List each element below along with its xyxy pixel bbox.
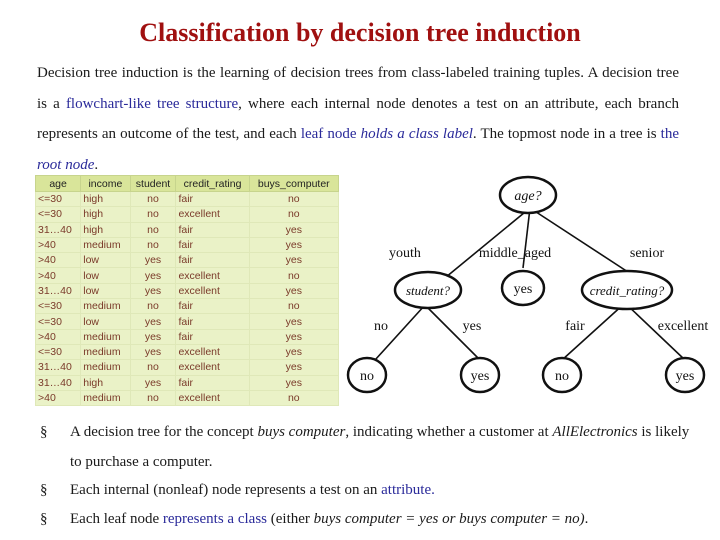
bullet-marker: § [40,482,48,498]
table-cell: low [81,253,130,268]
bullet-item-1 [70,417,700,477]
table-cell: fair [176,314,249,329]
table-row [36,390,339,405]
bullet-3-text-a: Each leaf node [70,511,163,527]
table-cell: yes [249,314,338,329]
table-cell: no [130,360,176,375]
table-cell: fair [176,222,249,237]
table-cell: no [249,299,338,314]
column-header: buys_computer [249,176,338,192]
table-cell: excellent [176,390,249,405]
column-header: student [130,176,176,192]
table-cell: yes [130,375,176,390]
leaf-label: no [360,369,374,384]
table-cell: no [249,192,338,207]
bullet-2-text: Each internal (nonleaf) node represents a test on an [70,482,382,498]
table-cell: 31…40 [36,222,81,237]
table-row [36,222,339,237]
table-cell: excellent [176,207,249,222]
table-row [36,237,339,252]
table-cell: yes [249,237,338,252]
table-cell: >40 [36,329,81,344]
middle-leaf-label: yes [513,282,533,297]
table-row [36,192,339,207]
table-cell: high [81,222,130,237]
edge-label-excellent: excellent [657,319,709,334]
table-cell: medium [81,329,130,344]
intro-text-3: . The topmost node in a tree is [472,126,661,142]
table-cell: 31…40 [36,375,81,390]
intro-text-4: . [94,156,99,173]
table-cell: no [130,192,176,207]
table-row [36,329,339,344]
table-cell: >40 [36,237,81,252]
table-cell: medium [81,344,130,359]
column-header: age [36,176,81,192]
branch-label-senior: senior [629,246,665,261]
table-cell: fair [176,299,249,314]
intro-highlight-leaf: leaf node [300,126,361,142]
table-cell: yes [130,268,176,283]
column-header: income [81,176,130,192]
table-cell: <=30 [36,299,81,314]
table-cell: no [249,207,338,222]
table-row [36,283,339,298]
table-row [36,375,339,390]
table-cell: excellent [176,360,249,375]
table-cell: yes [249,253,338,268]
table-cell: high [81,375,130,390]
bullet-1-concept: buys computer [257,424,346,440]
table-header-row [36,176,339,192]
edge-label-no: no [374,319,388,334]
table-cell: excellent [176,283,249,298]
root-node-label: age? [514,189,542,204]
table-cell: fair [176,375,249,390]
table-cell: yes [249,222,338,237]
bullet-1-company: AllElectronics [552,424,638,440]
edge-label-yes: yes [462,319,482,334]
table-cell: no [130,222,176,237]
table-cell: yes [130,283,176,298]
table-row [36,360,339,375]
credit-node-label: credit_rating? [589,283,665,298]
table-cell: excellent [176,344,249,359]
student-node-label: student? [405,283,451,298]
intro-text-2: , where each internal node denotes a test on an attribute, each branch represents an outcome of the test, and each [37,95,680,142]
table-cell: medium [81,360,130,375]
table-cell: yes [130,314,176,329]
bullet-3-text-c: . [584,511,589,527]
table-cell: 31…40 [36,283,81,298]
table-cell: medium [81,390,130,405]
table-cell: low [81,268,130,283]
table-cell: yes [249,283,338,298]
intro-text-1: Decision tree induction is the learning of decision trees from class-labeled training tuples. A decision tree is a [37,65,679,112]
table-cell: <=30 [36,207,81,222]
table-cell: <=30 [36,192,81,207]
table-row [36,207,339,222]
training-data-table [35,175,339,406]
table-cell: yes [130,329,176,344]
table-cell: >40 [36,253,81,268]
leaf-label: yes [470,369,490,384]
table-cell: excellent [176,268,249,283]
branch-label-middle-aged: middle_aged [478,246,552,261]
table-row [36,268,339,283]
column-header: credit_rating [176,176,249,192]
table-row [36,253,339,268]
table-cell: 31…40 [36,360,81,375]
table-cell: yes [249,344,338,359]
intro-highlight-class-label: holds a class label [360,126,473,142]
edge-label-fair: fair [565,319,585,334]
table-cell: medium [81,299,130,314]
table-cell: yes [130,344,176,359]
leaf-label: yes [675,369,695,384]
table-cell: fair [176,192,249,207]
table-cell: no [130,207,176,222]
table-cell: yes [249,375,338,390]
table-cell: fair [176,253,249,268]
table-cell: >40 [36,390,81,405]
table-cell: no [130,390,176,405]
table-cell: yes [130,253,176,268]
table-cell: fair [176,237,249,252]
leaf-label: no [555,369,569,384]
table-cell: <=30 [36,314,81,329]
table-cell: >40 [36,268,81,283]
table-cell: no [249,390,338,405]
table-cell: high [81,192,130,207]
bullet-item-2 [70,475,700,505]
slide-title: Classification by decision tree induction [139,18,581,47]
table-row [36,344,339,359]
bullet-3-class: represents a class [162,511,267,527]
table-cell: no [249,268,338,283]
table-cell: medium [81,237,130,252]
table-cell: <=30 [36,344,81,359]
table-cell: yes [249,360,338,375]
intro-paragraph [37,58,679,180]
bullet-marker: § [40,511,48,527]
bullet-item-3 [70,504,700,534]
bullet-3-text-b: (either [267,511,314,527]
bullet-marker: § [40,424,48,440]
table-cell: no [130,299,176,314]
bullet-2-attribute: attribute. [381,482,435,498]
table-cell: yes [249,329,338,344]
bullet-1-text-b: , indicating whether a customer at [345,424,553,440]
intro-highlight-the: the [660,126,679,142]
table-cell: high [81,207,130,222]
branch-label-youth: youth [389,246,421,261]
bullet-3-values: buys computer = yes or buys computer = no) [313,511,585,527]
decision-tree-diagram [340,170,712,400]
table-cell: low [81,314,130,329]
intro-highlight-root: root node [37,156,95,173]
table-row [36,299,339,314]
bullet-1-text-c: is likely to purchase a computer. [70,424,690,470]
bullet-1-text-a: A decision tree for the concept [70,424,258,440]
table-row [36,314,339,329]
table-cell: no [130,237,176,252]
table-cell: low [81,283,130,298]
intro-highlight-flowchart: flowchart-like tree structure [65,95,239,112]
table-cell: fair [176,329,249,344]
